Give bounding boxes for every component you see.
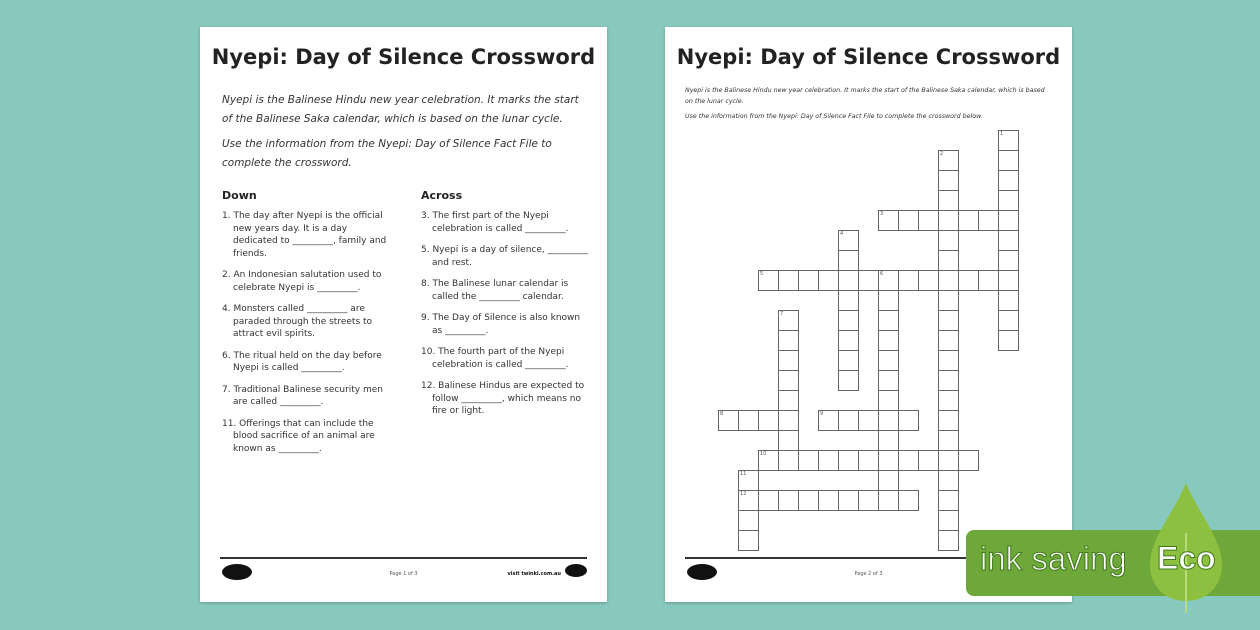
clue-number: 7 xyxy=(780,311,784,317)
clue: 4. Monsters called _________ are paraded through the streets to attract evil spirits. xyxy=(222,304,373,339)
crossword-cell[interactable] xyxy=(838,450,859,471)
crossword-cell[interactable] xyxy=(798,450,819,471)
down-heading: Down xyxy=(222,189,257,202)
crossword-cell[interactable] xyxy=(998,130,1019,151)
clue: 6. The ritual held on the day before Nyepi is called _________. xyxy=(222,350,382,373)
crossword-cell[interactable] xyxy=(878,290,899,311)
crossword-cell[interactable] xyxy=(778,410,799,431)
crossword-cell[interactable] xyxy=(958,270,979,291)
crossword-cell[interactable] xyxy=(798,490,819,511)
crossword-cell[interactable] xyxy=(738,530,759,551)
clue-number: 4 xyxy=(840,231,844,237)
crossword-cell[interactable] xyxy=(858,450,879,471)
crossword-cell[interactable] xyxy=(858,270,879,291)
crossword-cell[interactable] xyxy=(958,450,979,471)
worksheet-title: Nyepi: Day of Silence Crossword xyxy=(676,45,1061,69)
clue: 11. Offerings that can include the blood sacrifice of an animal are known as _________. xyxy=(222,418,375,454)
eco-label: Eco xyxy=(1157,540,1216,576)
crossword-cell[interactable] xyxy=(838,270,859,291)
clue-number: 12 xyxy=(740,491,747,497)
crossword-cell[interactable] xyxy=(858,490,879,511)
clue-number: 11 xyxy=(740,471,747,477)
crossword-cell[interactable] xyxy=(938,510,959,531)
crossword-cell[interactable] xyxy=(818,490,839,511)
crossword-cell[interactable] xyxy=(938,330,959,351)
crossword-cell[interactable] xyxy=(938,450,959,471)
crossword-cell[interactable] xyxy=(778,430,799,451)
crossword-cell[interactable] xyxy=(778,350,799,371)
crossword-cell[interactable] xyxy=(878,310,899,331)
crossword-cell[interactable] xyxy=(998,310,1019,331)
intro-text xyxy=(685,85,1054,126)
crossword-cell[interactable] xyxy=(878,470,899,491)
crossword-cell[interactable] xyxy=(898,490,919,511)
crossword-cell[interactable] xyxy=(778,330,799,351)
crossword-cell[interactable] xyxy=(718,410,739,431)
crossword-cell[interactable] xyxy=(938,350,959,371)
crossword-cell[interactable] xyxy=(818,450,839,471)
crossword-cell[interactable] xyxy=(938,430,959,451)
page-number: Page 1 of 3 xyxy=(389,571,418,577)
crossword-cell[interactable] xyxy=(938,390,959,411)
crossword-cell[interactable] xyxy=(938,230,959,251)
crossword-cell[interactable] xyxy=(838,230,859,251)
crossword-cell[interactable] xyxy=(798,270,819,291)
intro-paragraph: Nyepi is the Balinese Hindu new year celebration. It marks the start of the Balinese Saka calendar, which is based on the lunar cycle. xyxy=(685,87,1045,105)
crossword-cell[interactable] xyxy=(738,510,759,531)
crossword-cell[interactable] xyxy=(838,290,859,311)
crossword-cell[interactable] xyxy=(998,270,1019,291)
crossword-cell[interactable] xyxy=(998,210,1019,231)
crossword-cell[interactable] xyxy=(778,450,799,471)
ink-saving-label: ink saving xyxy=(980,540,1127,577)
clue: 5. Nyepi is a day of silence, _________ and rest. xyxy=(421,245,589,268)
crossword-cell[interactable] xyxy=(738,410,759,431)
crossword-cell[interactable] xyxy=(998,250,1019,271)
crossword-cell[interactable] xyxy=(998,230,1019,251)
crossword-cell[interactable] xyxy=(938,250,959,271)
clue: 10. The fourth part of the Nyepi celebration is called _________. xyxy=(421,347,569,370)
crossword-cell[interactable] xyxy=(878,350,899,371)
down-clues xyxy=(222,189,393,464)
clue-number: 8 xyxy=(720,411,724,417)
crossword-cell[interactable] xyxy=(878,490,899,511)
crossword-cell[interactable] xyxy=(918,450,939,471)
crossword-cell[interactable] xyxy=(938,170,959,191)
crossword-cell[interactable] xyxy=(898,410,919,431)
clue-number: 5 xyxy=(760,271,764,277)
crossword-cell[interactable] xyxy=(938,310,959,331)
clue: 3. The first part of the Nyepi celebration is called _________. xyxy=(421,211,569,234)
crossword-cell[interactable] xyxy=(938,270,959,291)
crossword-cell[interactable] xyxy=(938,470,959,491)
clue-number: 2 xyxy=(940,151,944,157)
intro-paragraph: Nyepi is the Balinese Hindu new year celebration. It marks the start of the Balinese Saka calendar, which is based on the lunar cycle. xyxy=(222,94,579,125)
crossword-cell[interactable] xyxy=(898,210,919,231)
instruction-paragraph: Use the information from the Nyepi: Day of Silence Fact File to complete the crossword below. xyxy=(685,113,983,120)
clue: 9. The Day of Silence is also known as _________. xyxy=(421,313,581,336)
crossword-cell[interactable] xyxy=(958,210,979,231)
crossword-cell[interactable] xyxy=(838,410,859,431)
footer-divider xyxy=(220,557,587,559)
crossword-cell[interactable] xyxy=(758,410,779,431)
crossword-cell[interactable] xyxy=(778,370,799,391)
crossword-cell[interactable] xyxy=(858,410,879,431)
crossword-cell[interactable] xyxy=(878,390,899,411)
crossword-cell[interactable] xyxy=(978,270,999,291)
crossword-cell[interactable] xyxy=(878,330,899,351)
clues xyxy=(222,189,592,464)
crossword-cell[interactable] xyxy=(778,490,799,511)
crossword-cell[interactable] xyxy=(838,370,859,391)
crossword-cell[interactable] xyxy=(878,450,899,471)
clue: 1. The day after Nyepi is the official new years day. It is a day dedicated to _________, family and friends. xyxy=(222,211,387,259)
crossword-cell[interactable] xyxy=(998,330,1019,351)
clue-number: 6 xyxy=(880,271,884,277)
across-heading: Across xyxy=(421,189,463,202)
crossword-cell[interactable] xyxy=(838,490,859,511)
clue: 7. Traditional Balinese security men are called _________. xyxy=(222,384,383,407)
crossword-cell[interactable] xyxy=(838,350,859,371)
crossword-cell[interactable] xyxy=(838,310,859,331)
crossword-cell[interactable] xyxy=(838,330,859,351)
crossword-cell[interactable] xyxy=(998,290,1019,311)
crossword-cell[interactable] xyxy=(978,210,999,231)
crossword-cell[interactable] xyxy=(758,450,779,471)
twinkl-logo-small xyxy=(565,564,587,577)
instruction-paragraph: Use the information from the Nyepi: Day of Silence Fact File to complete the crossword. xyxy=(222,138,552,169)
crossword-cell[interactable] xyxy=(738,470,759,491)
crossword-cell[interactable] xyxy=(818,410,839,431)
across-clues xyxy=(421,189,592,464)
crossword-cell[interactable] xyxy=(938,290,959,311)
clue-number: 1 xyxy=(1000,131,1004,137)
clue: 2. An Indonesian salutation used to celebrate Nyepi is _________. xyxy=(222,270,382,293)
intro-text xyxy=(222,91,585,179)
crossword-cell[interactable] xyxy=(878,370,899,391)
crossword-cell[interactable] xyxy=(938,190,959,211)
crossword-cell[interactable] xyxy=(778,310,799,331)
crossword-cell[interactable] xyxy=(998,190,1019,211)
footer-url: visit twinkl.com.au xyxy=(507,571,561,577)
crossword-cell[interactable] xyxy=(918,210,939,231)
worksheet-page-1 xyxy=(200,27,607,602)
clue-number: 10 xyxy=(760,451,767,457)
crossword-cell[interactable] xyxy=(918,270,939,291)
crossword-cell[interactable] xyxy=(758,490,779,511)
worksheet-title: Nyepi: Day of Silence Crossword xyxy=(211,45,596,69)
crossword-cell[interactable] xyxy=(938,530,959,551)
crossword-cell[interactable] xyxy=(938,150,959,171)
crossword-cell[interactable] xyxy=(998,150,1019,171)
crossword-cell[interactable] xyxy=(898,450,919,471)
crossword-cell[interactable] xyxy=(998,170,1019,191)
crossword-cell[interactable] xyxy=(938,410,959,431)
crossword-cell[interactable] xyxy=(938,210,959,231)
clue: 12. Balinese Hindus are expected to follow _________, which means no fire or light. xyxy=(421,381,585,416)
crossword-cell[interactable] xyxy=(878,430,899,451)
crossword-cell[interactable] xyxy=(838,250,859,271)
crossword-cell[interactable] xyxy=(938,370,959,391)
clue-number: 3 xyxy=(880,211,884,217)
crossword-cell[interactable] xyxy=(778,270,799,291)
crossword-cell[interactable] xyxy=(898,270,919,291)
page-number: Page 2 of 3 xyxy=(854,571,883,577)
crossword-cell[interactable] xyxy=(778,390,799,411)
crossword-cell[interactable] xyxy=(878,270,899,291)
crossword-cell[interactable] xyxy=(938,490,959,511)
clue-number: 9 xyxy=(820,411,824,417)
crossword-cell[interactable] xyxy=(878,210,899,231)
clue: 8. The Balinese lunar calendar is called the _________ calendar. xyxy=(421,279,569,302)
crossword-cell[interactable] xyxy=(738,490,759,511)
crossword-cell[interactable] xyxy=(818,270,839,291)
crossword-cell[interactable] xyxy=(758,270,779,291)
crossword-cell[interactable] xyxy=(878,410,899,431)
worksheet-page-2 xyxy=(665,27,1072,602)
